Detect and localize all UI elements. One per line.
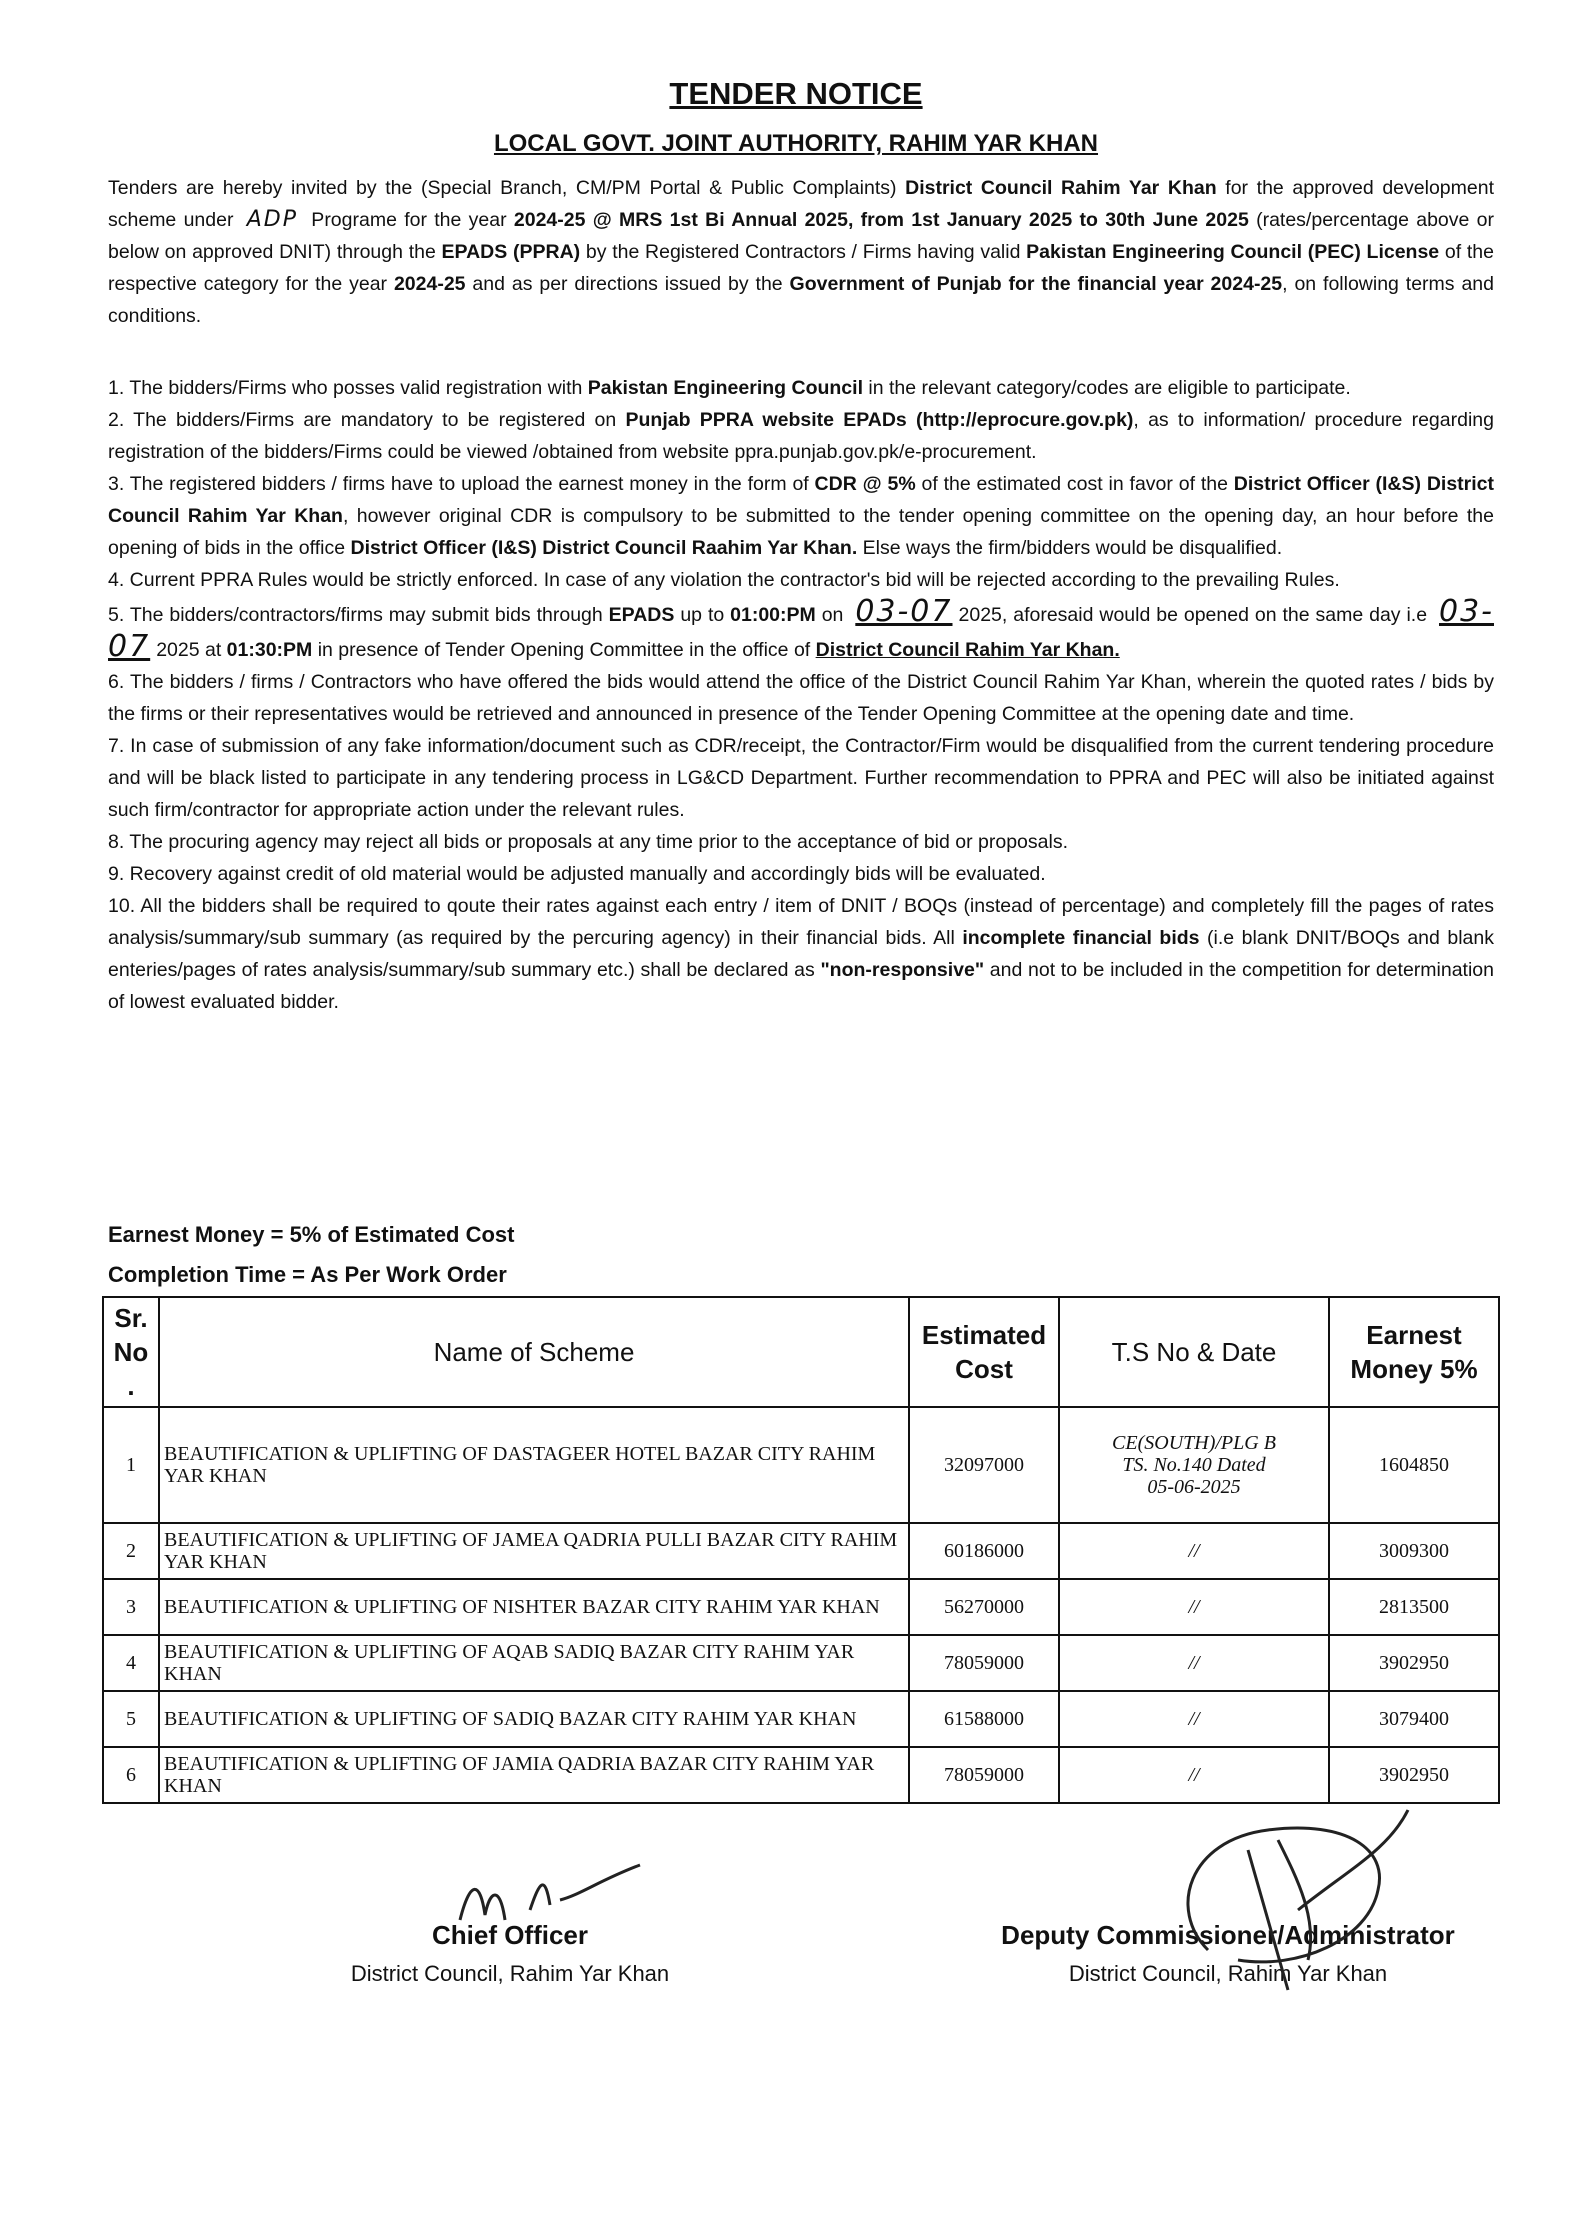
row-ts: // bbox=[1059, 1523, 1329, 1579]
row-name: BEAUTIFICATION & UPLIFTING OF SADIQ BAZAR CITY RAHIM YAR KHAN bbox=[159, 1691, 909, 1747]
row-cost: 61588000 bbox=[909, 1691, 1059, 1747]
term-5: 5. The bidders/contractors/firms may submit bids through EPADS up to 01:00:PM on 03-07 2025, aforesaid would be opened on the same day i.e 03-07 2025 at 01:30:PM in presence of Tender Opening Committee in the office of District Council Rahim Yar Khan. bbox=[108, 594, 1494, 664]
deputy-commissioner-signature-block bbox=[918, 1860, 1538, 1987]
header-sr: Sr. No . bbox=[103, 1297, 159, 1407]
term-2: 2. The bidders/Firms are mandatory to be registered on Punjab PPRA website EPADs (http://eprocure.gov.pk), as to information/ procedure regarding registration of the bidders/Firms could be viewed /obtained from website ppra.punjab.gov.pk/e-procurement. bbox=[108, 409, 1494, 463]
earnest-money-line: Earnest Money = 5% of Estimated Cost bbox=[108, 1222, 515, 1247]
row-cost: 78059000 bbox=[909, 1635, 1059, 1691]
table-row bbox=[103, 1523, 1499, 1579]
row-cost: 32097000 bbox=[909, 1407, 1059, 1523]
chief-officer-signature-block bbox=[250, 1860, 770, 1987]
deputy-commissioner-office: District Council, Rahim Yar Khan bbox=[1068, 1961, 1388, 1986]
table-row bbox=[103, 1579, 1499, 1635]
row-ts: // bbox=[1059, 1579, 1329, 1635]
chief-officer-office: District Council, Rahim Yar Khan bbox=[350, 1961, 670, 1986]
table-row bbox=[103, 1635, 1499, 1691]
row-sr: 2 bbox=[103, 1523, 159, 1579]
row-cost: 56270000 bbox=[909, 1579, 1059, 1635]
header-em: Earnest Money 5% bbox=[1329, 1297, 1499, 1407]
row-name: BEAUTIFICATION & UPLIFTING OF JAMIA QADRIA BAZAR CITY RAHIM YAR KHAN bbox=[159, 1747, 909, 1803]
row-cost: 60186000 bbox=[909, 1523, 1059, 1579]
chief-officer-title: Chief Officer bbox=[431, 1920, 589, 1950]
chief-officer-signature-scribble bbox=[450, 1860, 650, 1940]
table-header-row bbox=[103, 1297, 1499, 1407]
row-earnest-money: 3079400 bbox=[1329, 1691, 1499, 1747]
intro-paragraph: Tenders are hereby invited by the (Special Branch, CM/PM Portal & Public Complaints) District Council Rahim Yar Khan for the approved development scheme under ADP Programe for the year 2024-25 @ MRS 1st Bi Annual 2025, from 1st January 2025 to 30th June 2025 (rates/percentage above or below on approved DNIT) through the EPADS (PPRA) by the Registered Contractors / Firms having valid Pakistan Engineering Council (PEC) License of the respective category for the year 2024-25 and as per directions issued by the Government of Punjab for the financial year 2024-25, on following terms and conditions. bbox=[108, 177, 1494, 327]
term-6: 6. The bidders / firms / Contractors who have offered the bids would attend the office of the District Council Rahim Yar Khan, wherein the quoted rates / bids by the firms or their representatives would be retrieved and announced in presence of the Tender Opening Committee at the opening date and time. bbox=[108, 671, 1494, 725]
term-4: 4. Current PPRA Rules would be strictly enforced. In case of any violation the contractor's bid will be rejected according to the prevailing Rules. bbox=[108, 569, 1340, 591]
row-name: BEAUTIFICATION & UPLIFTING OF AQAB SADIQ BAZAR CITY RAHIM YAR KHAN bbox=[159, 1635, 909, 1691]
row-ts: // bbox=[1059, 1691, 1329, 1747]
row-earnest-money: 3902950 bbox=[1329, 1747, 1499, 1803]
table-row bbox=[103, 1407, 1499, 1523]
row-earnest-money: 1604850 bbox=[1329, 1407, 1499, 1523]
row-earnest-money: 3902950 bbox=[1329, 1635, 1499, 1691]
completion-time-line: Completion Time = As Per Work Order bbox=[108, 1262, 507, 1287]
row-sr: 3 bbox=[103, 1579, 159, 1635]
row-sr: 5 bbox=[103, 1691, 159, 1747]
row-earnest-money: 2813500 bbox=[1329, 1579, 1499, 1635]
term-8: 8. The procuring agency may reject all bids or proposals at any time prior to the acceptance of bid or proposals. bbox=[108, 831, 1068, 853]
row-earnest-money: 3009300 bbox=[1329, 1523, 1499, 1579]
row-ts: // bbox=[1059, 1747, 1329, 1803]
table-row bbox=[103, 1691, 1499, 1747]
row-sr: 1 bbox=[103, 1407, 159, 1523]
deputy-commissioner-signature-scribble bbox=[1148, 1790, 1428, 2030]
header-cost: Estimated Cost bbox=[909, 1297, 1059, 1407]
header-ts: T.S No & Date bbox=[1059, 1297, 1329, 1407]
row-name: BEAUTIFICATION & UPLIFTING OF JAMEA QADRIA PULLI BAZAR CITY RAHIM YAR KHAN bbox=[159, 1523, 909, 1579]
term-1: 1. The bidders/Firms who posses valid registration with Pakistan Engineering Council in the relevant category/codes are eligible to participate. bbox=[108, 377, 1351, 399]
row-sr: 4 bbox=[103, 1635, 159, 1691]
deputy-commissioner-title: Deputy Commissioner/Administrator bbox=[1001, 1920, 1455, 1950]
row-ts: // bbox=[1059, 1635, 1329, 1691]
term-3: 3. The registered bidders / firms have to upload the earnest money in the form of CDR @ 5% of the estimated cost in favor of the District Officer (I&S) District Council Rahim Yar Khan, however original CDR is compulsory to be submitted to the tender opening committee on the opening day, an hour before the opening of bids in the office District Officer (I&S) District Council Raahim Yar Khan. Else ways the firm/bidders would be disqualified. bbox=[108, 473, 1495, 559]
row-name: BEAUTIFICATION & UPLIFTING OF DASTAGEER HOTEL BAZAR CITY RAHIM YAR KHAN bbox=[159, 1407, 909, 1523]
handwritten-date-submission: 03-07 bbox=[855, 594, 953, 629]
term-10: 10. All the bidders shall be required to qoute their rates against each entry / item of DNIT / BOQs (instead of percentage) and completely fill the pages of rates analysis/summary/sub summary (as required by the percuring agency) in their financial bids. All incomplete financial bids (i.e blank DNIT/BOQs and blank enteries/pages of rates analysis/summary/sub summary etc.) shall be declared as "non-responsive" and not to be included in the competition for determination of lowest evaluated bidder. bbox=[108, 895, 1494, 1013]
handwritten-date-opening: 03-07 bbox=[108, 594, 1494, 664]
row-cost: 78059000 bbox=[909, 1747, 1059, 1803]
handwritten-programme: ADP bbox=[246, 207, 299, 232]
schemes-table bbox=[102, 1296, 1500, 1804]
page-subtitle: LOCAL GOVT. JOINT AUTHORITY, RAHIM YAR KHAN bbox=[493, 130, 1099, 157]
row-ts: CE(SOUTH)/PLG B TS. No.140 Dated 05-06-2025 bbox=[1059, 1407, 1329, 1523]
page-title: TENDER NOTICE bbox=[669, 76, 923, 111]
term-7: 7. In case of submission of any fake information/document such as CDR/receipt, the Contractor/Firm would be disqualified from the current tendering procedure and will be black listed to participate in any tendering process in LG&CD Department. Further recommendation to PPRA and PEC will also be initiated against such firm/contractor for appropriate action under the relevant rules. bbox=[108, 735, 1494, 821]
term-9: 9. Recovery against credit of old material would be adjusted manually and accordingly bids will be evaluated. bbox=[108, 863, 1046, 885]
row-sr: 6 bbox=[103, 1747, 159, 1803]
terms-list bbox=[108, 372, 1494, 1018]
header-name: Name of Scheme bbox=[159, 1297, 909, 1407]
row-name: BEAUTIFICATION & UPLIFTING OF NISHTER BAZAR CITY RAHIM YAR KHAN bbox=[159, 1579, 909, 1635]
